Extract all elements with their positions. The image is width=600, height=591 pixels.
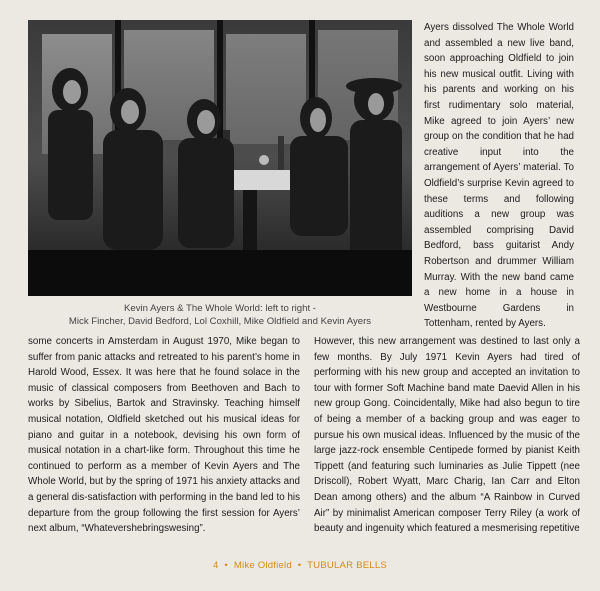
- photo-caption: [28, 303, 412, 328]
- band-photo-image: [28, 20, 412, 296]
- band-photo: [28, 20, 412, 296]
- footer-album: TUBULAR BELLS: [307, 560, 387, 571]
- footer-separator-1: •: [224, 560, 228, 571]
- paragraph-left: some concerts in Amsterdam in August 1970, Mike began to suffer from panic attacks and retreated to his parent’s home in Harold Wood, Essex. It was here that he found solace in the music of classical composers from Beethoven and Bach to works by Sibelius, Bartok and Stravinsky. Teaching himself musical notation, Oldfield sketched out his musical ideas for piano and guitar in a notebook, devising his own form of musical notation in a chart-like form. Throughout this time he continued to perform as a member of Kevin Ayers and The Whole World, but by the spring of 1971 his anxiety attacks and a general dis-satisfaction with performing in the band led to his departure from the group following the first session for Ayers’ next album, “Whatevershebringswesing”.: [28, 336, 300, 535]
- footer-separator-2: •: [297, 560, 302, 571]
- page-footer: [0, 560, 600, 571]
- paragraph-middle: However, this new arrangement was destined to last only a few months. By July 1971 Kevin Ayers had tired of performing with his new group and accepted an invitation to tour with former Soft Machine band mate Daevid Allen in his new group Gong. Coincidentally, Mike had also begun to tire of being a member of a backing group and was eager to pursue his own musical ideas. Influenced by the music of the large jazz-rock ensemble Centipede formed by pianist Keith Tippett (and featuring such luminaries as Julie Tippett (nee Driscoll), Robert Wyatt, Marc Charig, Ian Carr and Elton Dean among others) and the album “A Rainbow in Curved Air” by minimalist American composer Terry Riley (a work of beauty and ingenuity which featured a mesmerising repetitive: [314, 336, 580, 535]
- footer-artist: Mike Oldfield: [233, 560, 292, 571]
- caption-line-1: Kevin Ayers & The Whole World: left to right -: [124, 303, 316, 314]
- text-column-right: [424, 20, 574, 332]
- text-column-middle: [314, 334, 580, 537]
- caption-line-2: Mick Fincher, David Bedford, Lol Coxhill, Mike Oldfield and Kevin Ayers: [68, 315, 372, 327]
- text-column-left: [28, 334, 300, 537]
- page-number: 4: [213, 560, 219, 571]
- paragraph-right: Ayers dissolved The Whole World and assembled a new live band, soon approaching Oldfield to join his new musical outfit. Living with his parents and working on his first rudimentary solo material, Mike agreed to join Ayers’ new group on the condition that he had creative input into the arrangement of Ayers’ material. To Oldfield’s surprise Kevin agreed to these terms and following auditions a new group was assembled comprising David Bedford, bass guitarist Andy Robertson and drummer William Murray. With the new band came a new home in a house in Westbourne Gardens in Tottenham, rented by Ayers.: [424, 22, 574, 330]
